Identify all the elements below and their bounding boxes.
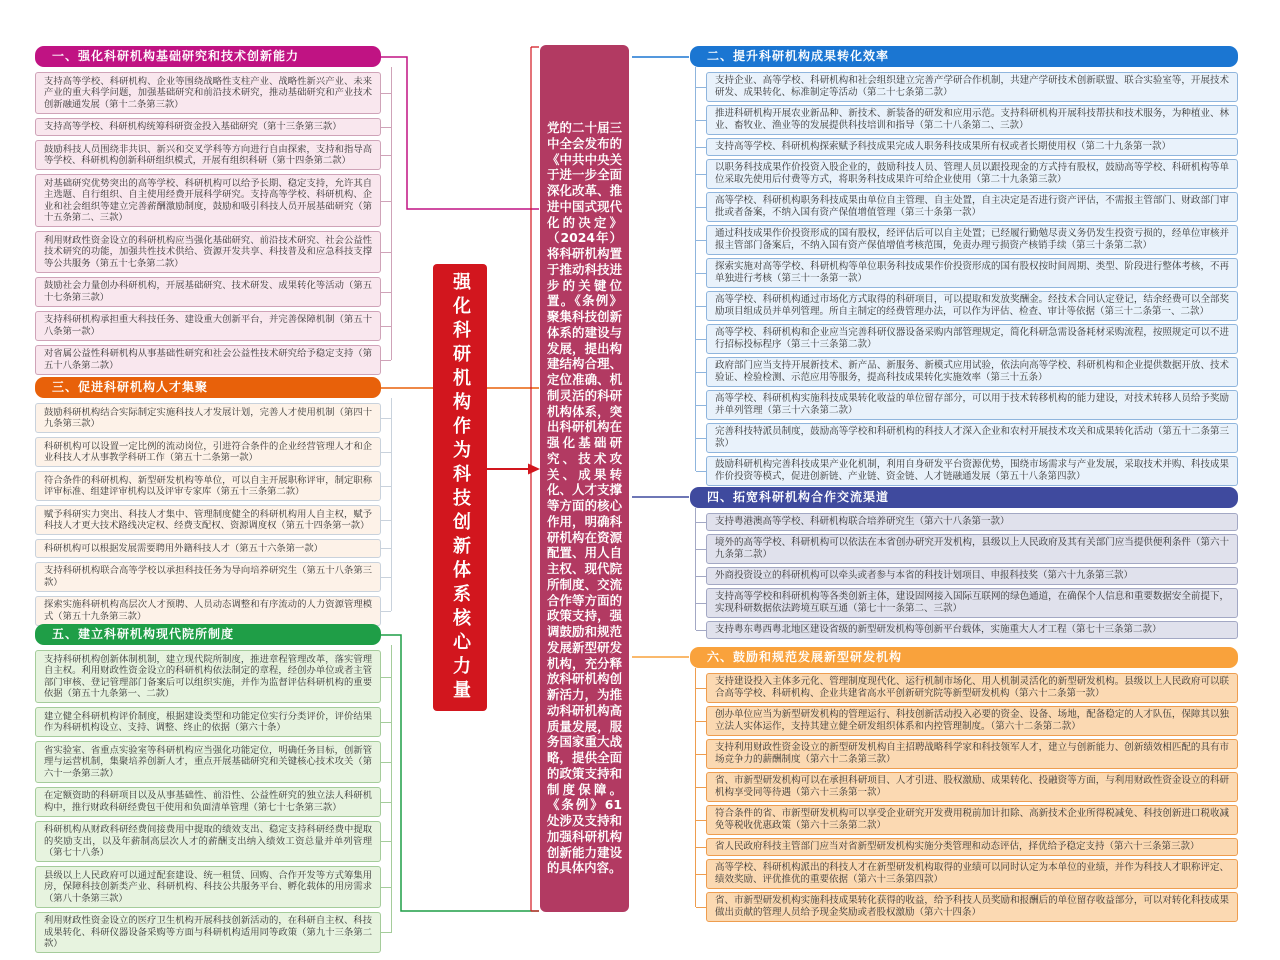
leaf-note: 支持高等学校、科研机构探索赋予科技成果完成人职务科技成果所有权或者长期使用权（第二十九条第一款）: [706, 138, 1238, 156]
branch-talent-gathering: [35, 377, 381, 626]
leaf-note: 政府部门应当支持开展新技术、新产品、新服务、新模式应用试验，依法向高等学校、科研机构和企业提供数据开放、技术验证、检验检测、示范应用等服务，提高科技成果转化实施效率（第三十五条）: [706, 357, 1238, 387]
leaf-note: 利用财政性资金设立的科研机构应当强化基础研究、前沿技术研究、社会公益性技术研究的功能，加强共性技术供给、资源开发共享、科技普及和应急科技支撑等公共服务（第五十七条第二款）: [35, 231, 381, 273]
leaf-note: 支持粤东粤西粤北地区建设省级的新型研发机构等创新平台载体，实施重大人才工程（第七十三条第二款）: [706, 621, 1238, 639]
branch-basic-research: [35, 46, 381, 375]
leaf-note: 符合条件的科研机构、新型研发机构等单位，可以自主开展职称评审，制定职称评审标准、组建评审机构以及评审专家库（第五十三条第二款）: [35, 471, 381, 501]
leaf-note: 以职务科技成果作价投资入股企业的，鼓励科技人员、管理人员以跟投现金的方式持有股权，鼓励高等学校、科研机构等单位采取先使用后付费等方式，将职务科技成果许可给企业使用（第二十九条第三款）: [706, 159, 1238, 189]
leaf-note: 省、市新型研发机构可以在承担科研项目、人才引进、股权激励、成果转化、投融资等方面，与利用财政性资金设立的科研机构享受同等待遇（第六十三条第一款）: [706, 772, 1238, 802]
leaf-note: 鼓励科研机构结合实际制定实施科技人才发展计划，完善人才使用机制（第四十九条第三款）: [35, 403, 381, 433]
leaf-note: 支持科研机构承担重大科技任务、建设重大创新平台，并完善保障机制（第五十八条第一款）: [35, 311, 381, 341]
leaf-note: 高等学校、科研机构和企业应当完善科研仪器设备采购内部管理规定，简化科研急需设备耗材采购流程，按照规定可以不进行招标投标程序（第三十三条第二款）: [706, 324, 1238, 354]
leaf-note: 支持粤港澳高等学校、科研机构联合培养研究生（第六十八条第一款）: [706, 513, 1238, 531]
branch-header: 五、建立科研机构现代院所制度: [35, 624, 381, 645]
leaf-note: 支持利用财政性资金设立的新型研发机构自主招聘战略科学家和科技领军人才，建立与创新能力、创新绩效相匹配的具有市场竞争力的薪酬制度（第六十二条第三款）: [706, 739, 1238, 769]
branch-spine: [695, 67, 696, 471]
leaf-note: 支持科研机构创新体制机制，建立现代院所制度，推进章程管理改革，落实管理自主权。利用财政性资金设立的科研机构依法制定的章程，经创办单位或者主管部门审核、登记管理部门备案后可以组织实施，并作为监督评估科研机构的重要依据（第五十九条第一、二款）: [35, 650, 381, 703]
core-node: 强化科研机构作为科技创新体系核心力量: [433, 264, 487, 711]
branch-spine: [695, 508, 696, 630]
leaf-note: 支持高等学校、科研机构、企业等围绕战略性支柱产业、战略性新兴产业、未来产业的重大科学问题，加强基础研究和前沿技术研究，推动基础研究和产业技术创新融通发展（第十二条第三款）: [35, 72, 381, 114]
leaf-note: 支持高等学校和科研机构等各类创新主体，建设固网接入国际互联网的绿色通道，在确保个人信息和重要数据安全前提下，实现科研数据依法跨境互联互通（第七十一条第二、三款）: [706, 588, 1238, 618]
branch-cooperation-channels: [690, 487, 1238, 639]
leaf-note: 探索实施科研机构高层次人才预聘、人员动态调整和有序流动的人力资源管理模式（第五十九条第三款）: [35, 596, 381, 626]
leaf-note: 利用财政性资金设立的医疗卫生机构开展科技创新活动的，在科研自主权、科技成果转化、科研仪器设备采购等方面与科研机构适用同等政策（第九十三条第二款）: [35, 912, 381, 954]
leaf-note: 鼓励科技人员围绕非共识、新兴和交叉学科等方向进行自由探索，支持和指导高等学校、科研机构创新科研组织模式，开展有组织科研（第十四条第二款）: [35, 140, 381, 170]
branch-items: [35, 403, 381, 626]
branch-spine: [391, 645, 392, 933]
branch-header: 二、提升科研机构成果转化效率: [690, 46, 1238, 67]
branch-header: 四、拓宽科研机构合作交流渠道: [690, 487, 1238, 508]
leaf-note: 高等学校、科研机构通过市场化方式取得的科研项目，可以提取和发放奖酬金。经技术合同认定登记，结余经费可以全部奖励项目组成员并单列管理。所自主制定的经费管理办法，可以作为评估、检查、审计等依据（第三十二条第一、二款）: [706, 291, 1238, 321]
leaf-note: 推进科研机构开展农业新品种、新技术、新装备的研发和应用示范。支持科研机构开展科技帮扶和技术服务，为种植业、林业、畜牧业、渔业等的发展提供科技培训和指导（第二十八条第二、三款）: [706, 105, 1238, 135]
branch-items: [706, 72, 1238, 486]
leaf-note: 省、市新型研发机构实施科技成果转化获得的收益，给予科技人员奖励和报酬后的单位留存收益部分，可以对转化科技成果做出贡献的管理人员给予现金奖励或者股权激励（第六十四条）: [706, 892, 1238, 922]
leaf-note: 支持建设投入主体多元化、管理制度现代化、运行机制市场化、用人机制灵活化的新型研发机构。县级以上人民政府可以联合高等学校、科研机构、企业共建省高水平创新研究院等新型研发机构（第六十二条第一款）: [706, 673, 1238, 703]
leaf-note: 赋予科研实力突出、科技人才集中、管理制度健全的科研机构用人自主权，赋予科技人才更大技术路线决定权、经费支配权、资源调度权（第五十四条第一款）: [35, 505, 381, 535]
branch-items: [706, 513, 1238, 639]
branch-items: [35, 650, 381, 953]
branch-header: 三、促进科研机构人才集聚: [35, 377, 381, 398]
leaf-note: 探索实施对高等学校、科研机构等单位职务科技成果作价投资形成的国有股权按时间周期、类型、阶段进行整体考核，不再单独进行考核（第三十一条第一款）: [706, 258, 1238, 288]
branch-new-rd-institutions: [690, 647, 1238, 922]
leaf-note: 在定额资助的科研项目以及从事基础性、前沿性、公益性研究的独立法人科研机构中，推行财政科研经费包干使用和负面清单管理（第七十七条第三款）: [35, 787, 381, 817]
leaf-note: 省人民政府科技主管部门应当对省新型研发机构实施分类管理和动态评估，择优给予稳定支持（第六十三条第三款）: [706, 838, 1238, 856]
branch-spine: [391, 398, 392, 611]
leaf-note: 省实验室、省重点实验室等科研机构应当强化功能定位，明确任务目标，创新管理与运营机制，集聚培养创新人才，重点开展基础研究和关键核心技术攻关（第六十一条第三款）: [35, 741, 381, 783]
leaf-note: 科研机构可以根据发展需要聘用外籍科技人才（第五十六条第一款）: [35, 539, 381, 558]
leaf-note: 完善科技特派员制度，鼓励高等学校和科研机构的科技人才深入企业和农村开展技术攻关和成果转化活动（第五十二条第三款）: [706, 423, 1238, 453]
leaf-note: 高等学校、科研机构职务科技成果由单位自主管理、自主处置，自主决定是否进行资产评估，不需报主管部门、财政部门审批或者备案，不纳入国有资产保值增值管理（第三十条第一款）: [706, 192, 1238, 222]
branch-modern-institute-system: [35, 624, 381, 953]
leaf-note: 创办单位应当为新型研发机构的管理运行、科技创新活动投入必要的资金、设备、场地，配备稳定的人才队伍，保障其以独立法人实体运作，支持其建立健全研发组织体系和内控管理制度。（第六十二条第二款）: [706, 706, 1238, 736]
leaf-note: 符合条件的省、市新型研发机构可以享受企业研究开发费用税前加计扣除、高新技术企业所得税减免、科技创新进口税收减免等税收优惠政策（第六十三条第二款）: [706, 805, 1238, 835]
branch-spine: [391, 67, 392, 360]
leaf-note: 县级以上人民政府可以通过配套建设、统一租赁、回购、合作开发等方式筹集用房，保障科技创新类产业、科研机构、科技公共服务平台、孵化载体的用房需求（第八十条第三款）: [35, 866, 381, 908]
branch-header: 六、鼓励和规范发展新型研发机构: [690, 647, 1238, 668]
leaf-note: 通过科技成果作价投资形成的国有股权，经评估后可以自主处置；已经履行勤勉尽责义务仍发生投资亏损的，经单位审核并报主管部门备案后，不纳入国有资产保值增值考核范围，免责办理亏损资产核销手续（第三十条第二款）: [706, 225, 1238, 255]
leaf-note: 外商投资设立的科研机构可以牵头或者参与本省的科技计划项目、申报科技奖（第六十九条第三款）: [706, 567, 1238, 585]
leaf-note: 鼓励科研机构完善科技成果产业化机制，利用自身研发平台资源优势，围绕市场需求与产业发展，采取技术并购、科技成果作价投资等模式，促进创新链、产业链、资金链、人才链融通发展（第五十八条第四款）: [706, 456, 1238, 486]
leaf-note: 科研机构从财政科研经费间接费用中提取的绩效支出、稳定支持科研经费中提取的奖励支出，以及年薪制高层次人才的薪酬支出纳入绩效工资总量并单列管理（第七十八条）: [35, 821, 381, 863]
leaf-note: 建立健全科研机构评价制度，根据建设类型和功能定位实行分类评价，评价结果作为科研机构设立、支持、调整、终止的依据（第六十条）: [35, 707, 381, 737]
leaf-note: 高等学校、科研机构派出的科技人才在新型研发机构取得的业绩可以同时认定为本单位的业绩，并作为科技人才职称评定、绩效奖励、评优推优的重要依据（第六十三条第四款）: [706, 859, 1238, 889]
leaf-note: 支持科研机构联合高等学校以承担科技任务为导向培养研究生（第五十八条第三款）: [35, 562, 381, 592]
summary-panel: 党的二十届三中全会发布的《中共中央关于进一步全面深化改革、推进中国式现代化的决定》（2024年）将科研机构置于推动科技进步的关键位置。《条例》聚集科技创新体系的建设与发展，提出构建结构合理、定位准确、机制灵活的科研机构体系，突出科研机构在强化基础研究、技术攻关、成果转化、人才支撑等方面的核心作用，明确科研机构在资源配置、用人自主权、现代院所制度、交流合作等方面的政策支持，强调鼓励和规范发展新型研发机构，充分释放科研机构创新活力，为推动科研机构高质量发展，服务国家重大战略，提供全面的政策支持和制度保障。《条例》61处涉及支持和加强科研机构创新能力建设的具体内容。: [540, 45, 629, 912]
leaf-note: 鼓励社会力量创办科研机构，开展基础研究、技术研发、成果转化等活动（第五十七条第三款）: [35, 277, 381, 307]
branch-achievement-transfer: [690, 46, 1238, 486]
leaf-note: 高等学校、科研机构实施科技成果转化收益的单位留存部分，可以用于技术转移机构的能力建设，对技术转移人员给予奖励并单列管理（第三十六条第二款）: [706, 390, 1238, 420]
leaf-note: 境外的高等学校、科研机构可以依法在本省创办研究开发机构，县级以上人民政府及其有关部门应当提供便利条件（第六十九条第二款）: [706, 534, 1238, 564]
branch-spine: [695, 668, 696, 907]
branch-items: [706, 673, 1238, 922]
leaf-note: 对省属公益性科研机构从事基础性研究和社会公益性技术研究给予稳定支持（第五十八条第二款）: [35, 345, 381, 375]
branch-items: [35, 72, 381, 375]
leaf-note: 支持企业、高等学校、科研机构和社会组织建立完善产学研合作机制，共建产学研技术创新联盟、联合实验室等，开展技术研发、成果转化、标准制定等活动（第二十七条第二款）: [706, 72, 1238, 102]
leaf-note: 支持高等学校、科研机构统筹科研资金投入基础研究（第十三条第三款）: [35, 118, 381, 137]
branch-header: 一、强化科研机构基础研究和技术创新能力: [35, 46, 381, 67]
leaf-note: 对基础研究优势突出的高等学校、科研机构可以给予长期、稳定支持，允许其自主选题、自行组织、自主使用经费开展科学研究。支持高等学校、科研机构、企业和社会组织等建立完善薪酬激励制度，鼓励和吸引科技人员开展基础研究（第十五条第二、三款）: [35, 174, 381, 227]
leaf-note: 科研机构可以设置一定比例的流动岗位，引进符合条件的企业经营管理人才和企业科技人才从事教学科研工作（第五十二条第一款）: [35, 437, 381, 467]
